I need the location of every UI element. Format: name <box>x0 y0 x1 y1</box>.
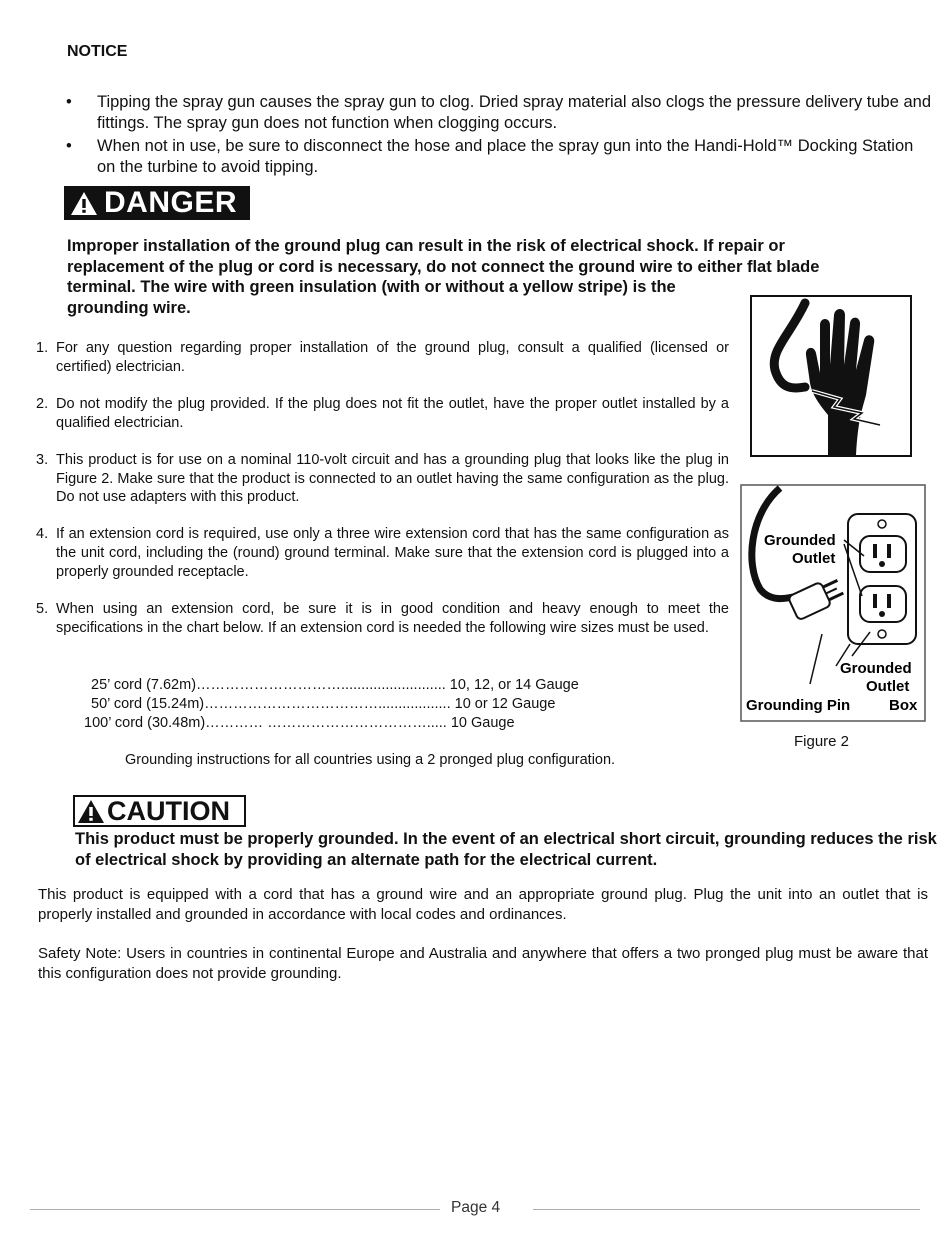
danger-line: terminal. The wire with green insulation (with or without a yellow stripe) is the <box>67 278 676 296</box>
cord-row: 25’ cord (7.62m)………………………….......................... 10, 12, or 14 Gauge <box>91 677 579 693</box>
footer-rule-left <box>30 1209 440 1210</box>
caution-badge <box>73 795 246 827</box>
caution-text: This product must be properly grounded. In the event of an electrical short circuit, grounding reduces the risk of electrical shock by providing an alternate path for the electrical current. <box>75 830 937 869</box>
ground-plug-paragraph: This product is equipped with a cord that has a ground wire and an appropriate ground plug. Plug the unit into an outlet that is properly installed and grounded in accordance with local codes and ordinances. <box>38 886 928 923</box>
list-item-text: This product is for use on a nominal 110-volt circuit and has a grounding plug that looks like the plug in Figure 2. Make sure that the product is connected to an outlet having the same configuration as the plug. Do not use adapters with this product. <box>56 451 729 506</box>
list-item-text: For any question regarding proper installation of the ground plug, consult a qualified (licensed or certified) electrician. <box>56 340 729 375</box>
label-outlet-box: Outlet <box>866 678 910 695</box>
list-item <box>36 600 729 637</box>
safety-note-paragraph: Safety Note: Users in countries in continental Europe and Australia and anywhere that offers a two pronged plug must be aware that this configuration does not provide grounding. <box>38 945 928 982</box>
label-grounded-outlet: Grounded <box>764 532 836 549</box>
list-item-number: 5. <box>36 601 49 618</box>
warning-triangle-icon <box>70 191 98 216</box>
bullet-icon: • <box>66 137 72 155</box>
warning-triangle-icon <box>77 799 105 824</box>
label-grounded-outlet: Outlet <box>792 550 836 567</box>
danger-line: Improper installation of the ground plug can result in the risk of electrical shock. If repair or <box>67 237 785 255</box>
list-item-number: 3. <box>36 451 49 468</box>
list-item-number: 1. <box>36 340 49 356</box>
list-item-text: Do not modify the plug provided. If the plug does not fit the outlet, have the proper outlet installed by a qualified electrician. <box>56 395 729 431</box>
label-outlet-box: Grounded <box>840 660 912 677</box>
danger-line: grounding wire. <box>67 298 191 317</box>
list-item-text: When using an extension cord, be sure it is in good condition and heavy enough to meet the specifications in the chart below. If an extension cord is needed the following wire sizes must be used. <box>56 601 729 636</box>
shock-hazard-image <box>750 295 912 457</box>
danger-badge <box>64 186 250 220</box>
notice-title: NOTICE <box>67 43 128 60</box>
list-item <box>36 339 729 376</box>
figure-caption: Figure 2 <box>794 733 850 750</box>
notice-bullet <box>66 136 936 178</box>
cord-gauge-table <box>84 676 579 733</box>
page-number: Page 4 <box>451 1199 501 1216</box>
cord-row: 100’ cord (30.48m)………… ……………………………..... 10 Gauge <box>84 715 515 731</box>
notice-bullet <box>66 92 936 134</box>
list-item-text: If an extension cord is required, use only a three wire extension cord that has the same configuration as the unit cord, including the (round) ground terminal. Make sure that the extension cord is plugged into a properly grounded receptacle. <box>56 526 729 580</box>
danger-line: replacement of the plug or cord is necessary, do not connect the ground wire to either flat blade <box>67 257 820 276</box>
notice-bullet-text: When not in use, be sure to disconnect the hose and place the spray gun into the Handi-Hold™ Docking Station on the turbine to avoid tipping. <box>97 137 914 176</box>
list-item-number: 2. <box>36 395 49 412</box>
list-item-number: 4. <box>36 526 49 543</box>
electric-shock-hand-icon <box>750 295 912 457</box>
notice-bullet-text: Tipping the spray gun causes the spray gun to clog. Dried spray material also clogs the pressure delivery tube and fittings. The spray gun does not function when clogging occurs. <box>97 93 932 132</box>
grounding-note: Grounding instructions for all countries using a 2 pronged plug configuration. <box>125 752 616 768</box>
grounded-outlet-diagram <box>740 484 926 722</box>
list-item <box>36 395 729 432</box>
cord-row: 50’ cord (15.24m)……………………………….................. 10 or 12 Gauge <box>91 696 556 712</box>
bullet-icon: • <box>66 93 72 111</box>
list-item <box>36 451 729 507</box>
instruction-list <box>36 339 729 656</box>
danger-label: DANGER <box>104 186 238 219</box>
list-item <box>36 525 729 581</box>
notice-bullet-list <box>66 92 936 180</box>
grounded-outlet-figure <box>740 484 926 722</box>
label-grounding-pin: Grounding Pin <box>746 697 851 714</box>
caution-label: CAUTION <box>107 796 230 826</box>
label-outlet-box: Box <box>889 697 918 714</box>
footer-rule-right <box>533 1209 920 1210</box>
